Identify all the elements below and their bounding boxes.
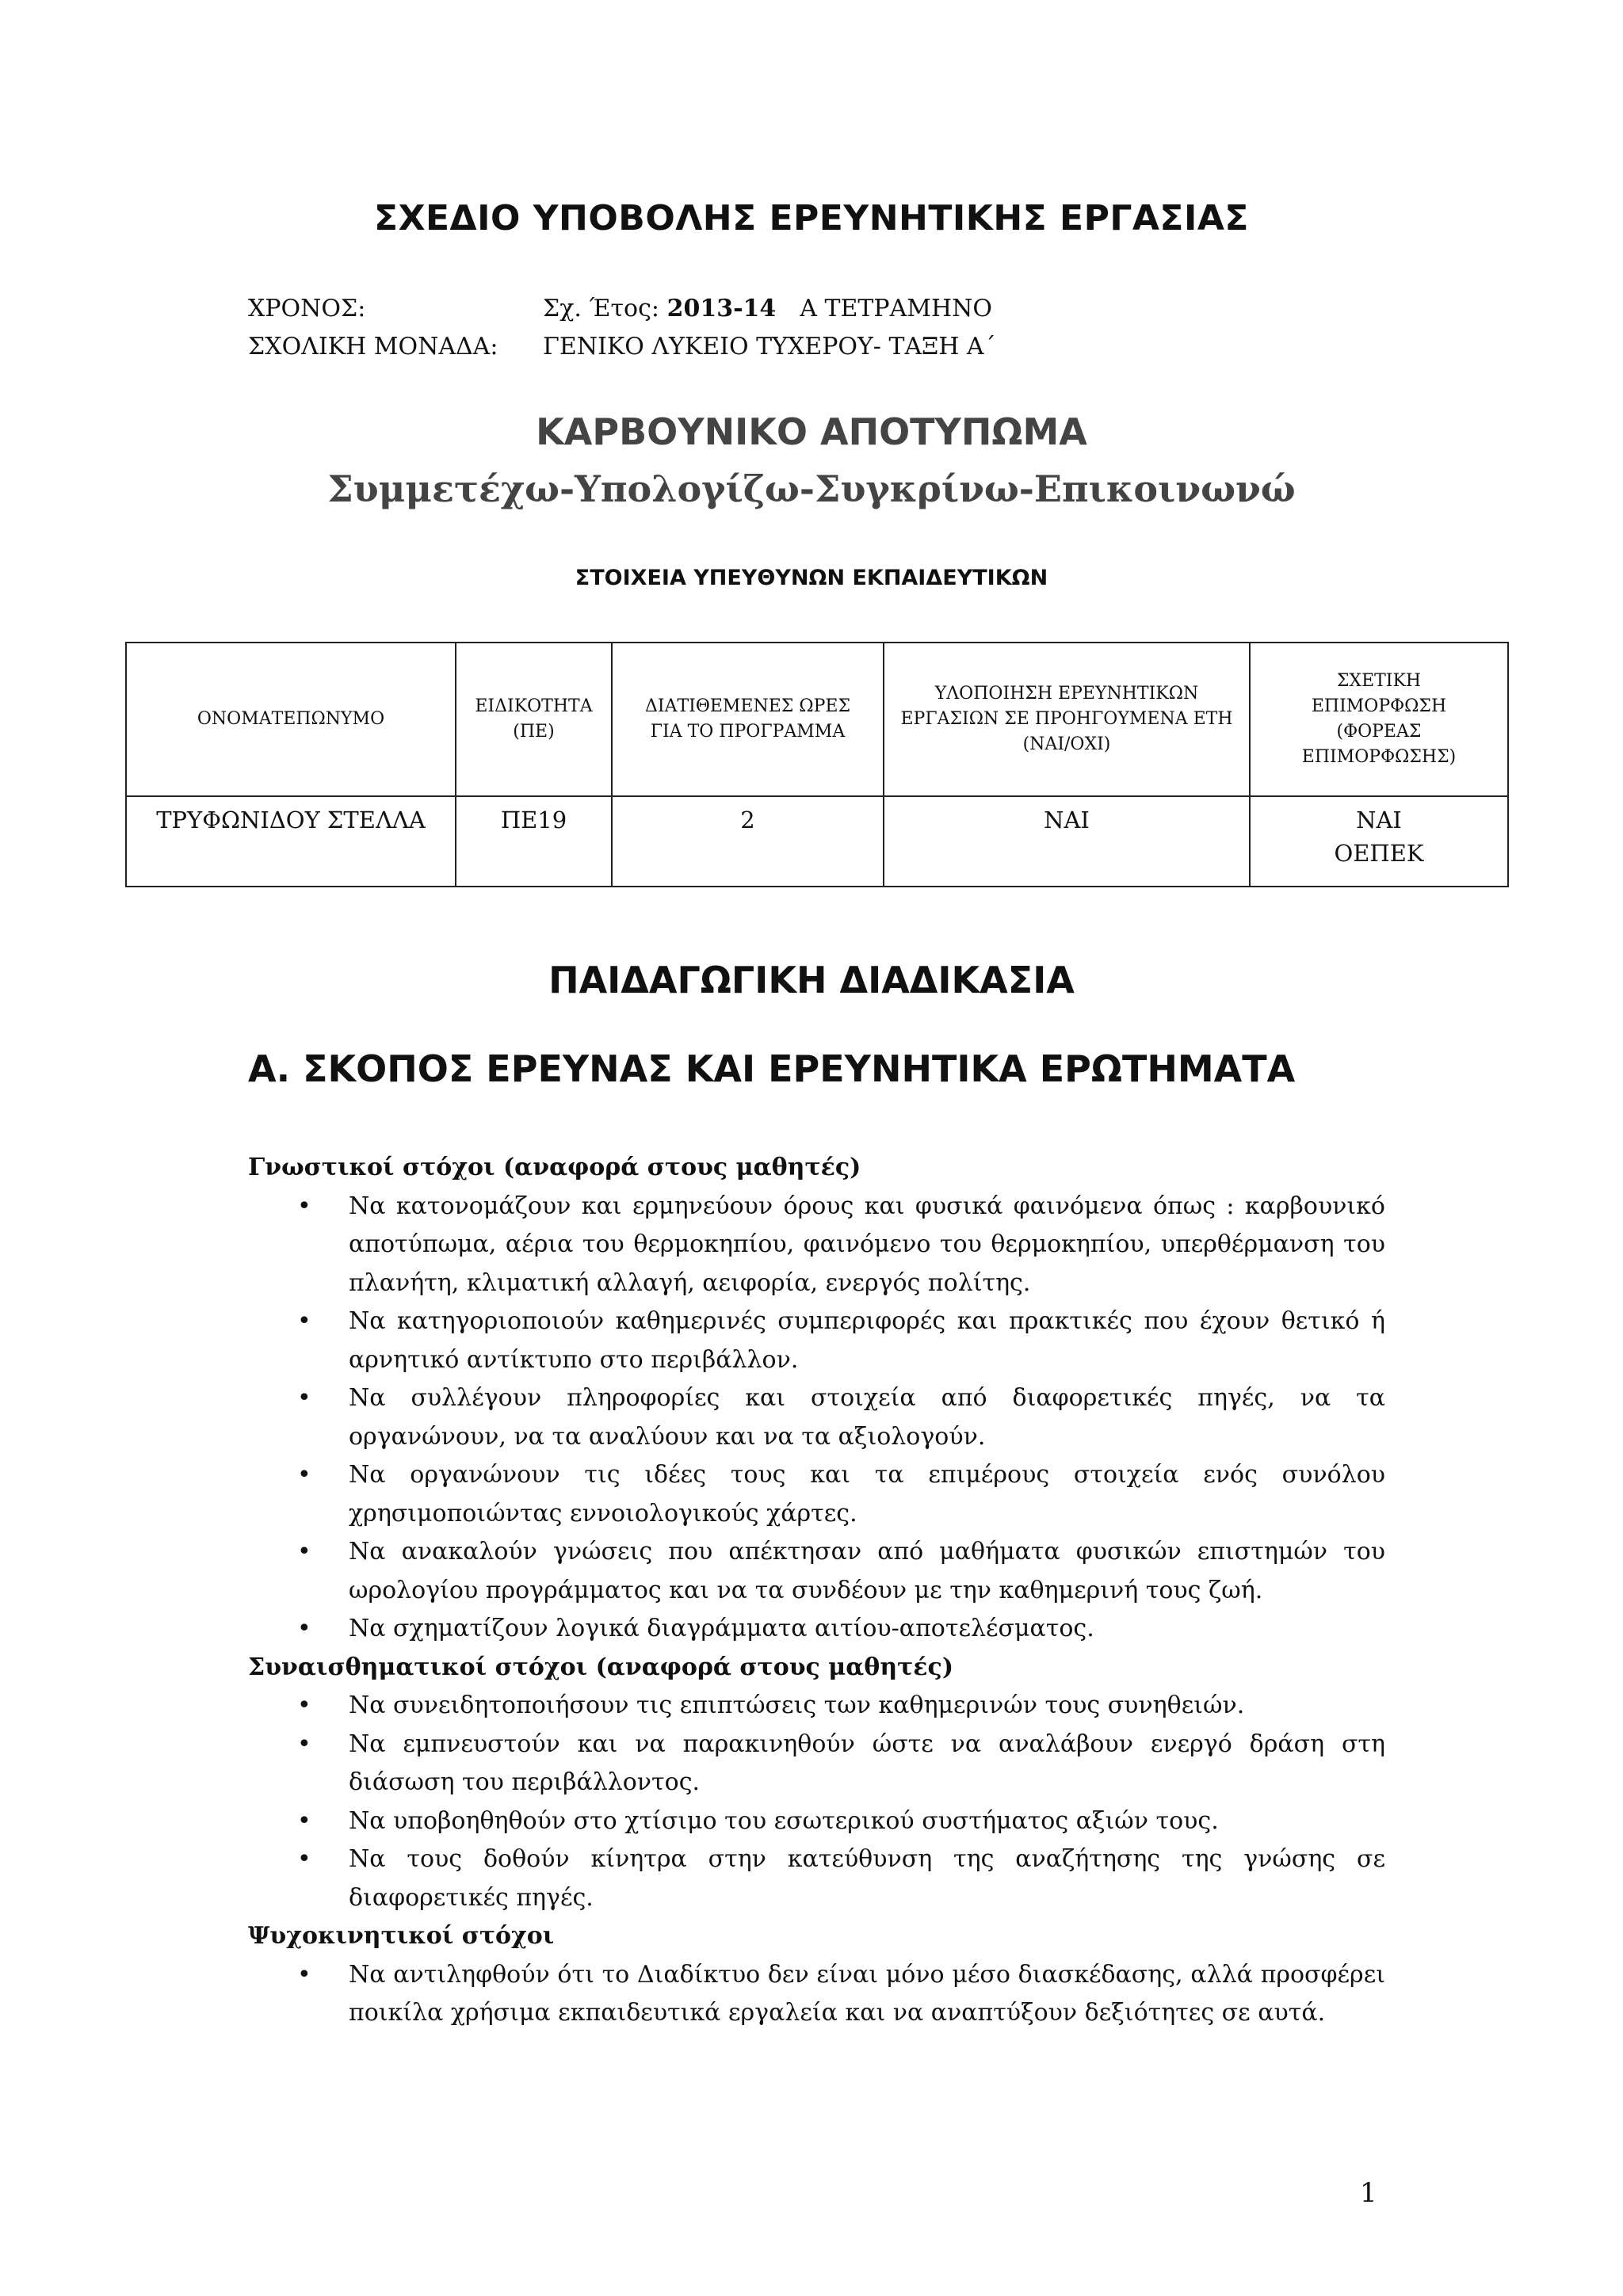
year-label: ΧΡΟΝΟΣ:: [248, 295, 366, 322]
school-line: [248, 333, 996, 360]
emotional-heading: Συναισθηματικοί στόχοι (αναφορά στους μαθητές): [248, 1653, 954, 1681]
emotional-list: [248, 1687, 1385, 1917]
cognitive-heading: Γνωστικοί στόχοι (αναφορά στους μαθητές): [248, 1154, 861, 1181]
list-item: • Να οργανώνουν τις ιδέες τους και τα επιμέρους στοιχεία ενός συνόλου χρησιμοποιώντας εννοιολογικούς χάρτες.: [248, 1456, 1385, 1533]
year-value: 2013-14: [666, 295, 777, 322]
list-item: • Να συλλέγουν πληροφορίες και στοιχεία από διαφορετικές πηγές, να τα οργανώνουν, να τα αναλύουν και να τα αξιολογούν.: [248, 1379, 1385, 1456]
header-specialty: ΕΙΔΙΚΟΤΗΤΑ (ΠΕ): [456, 643, 612, 796]
list-item: • Να συνειδητοποιήσουν τις επιπτώσεις των καθημερινών τους συνηθειών.: [248, 1687, 1385, 1726]
year-line: [248, 295, 992, 322]
staff-table-header-row: [126, 643, 1508, 796]
project-title: ΚΑΡΒΟΥΝΙΚΟ ΑΠΟΤΥΠΩΜΑ: [536, 410, 1087, 453]
psychomotor-heading: Ψυχοκινητικοί στόχοι: [248, 1922, 555, 1950]
cell-specialty: ΠΕ19: [456, 796, 612, 887]
list-item: • Να κατηγοριοποιούν καθημερινές συμπεριφορές και πρακτικές που έχουν θετικό ή αρνητικό αντίκτυπο στο περιβάλλον.: [248, 1302, 1385, 1379]
header-prior-projects: ΥΛΟΠΟΙΗΣΗ ΕΡΕΥΝΗΤΙΚΩΝ ΕΡΓΑΣΙΩΝ ΣΕ ΠΡΟΗΓΟΥΜΕΝΑ ΕΤΗ (ΝΑΙ/ΟΧΙ): [884, 643, 1250, 796]
year-prefix: Σχ. Έτος:: [543, 295, 660, 322]
cell-training: ΝΑΙ ΟΕΠΕΚ: [1250, 796, 1508, 887]
list-item: • Να σχηματίζουν λογικά διαγράμματα αιτίου-αποτελέσματος.: [248, 1610, 1385, 1649]
section-heading: Α. ΣΚΟΠΟΣ ΕΡΕΥΝΑΣ ΚΑΙ ΕΡΕΥΝΗΤΙΚΑ ΕΡΩΤΗΜΑΤΑ: [248, 1047, 1296, 1090]
psychomotor-list: [248, 1956, 1385, 2033]
header-training: ΣΧΕΤΙΚΗ ΕΠΙΜΟΡΦΩΣΗ (ΦΟΡΕΑΣ ΕΠΙΜΟΡΦΩΣΗΣ): [1250, 643, 1508, 796]
list-item: • Να εμπνευστούν και να παρακινηθούν ώστε να αναλάβουν ενεργό δράση στη διάσωση του περιβάλλοντος.: [248, 1726, 1385, 1802]
staff-section-label: ΣΤΟΙΧΕΙΑ ΥΠΕΥΘΥΝΩΝ ΕΚΠΑΙΔΕΥΤΙΚΩΝ: [575, 566, 1048, 590]
list-item: • Να υποβοηθηθούν στο χτίσιμο του εσωτερικού συστήματος αξιών τους.: [248, 1802, 1385, 1841]
list-item: • Να κατονομάζουν και ερμηνεύουν όρους και φυσικά φαινόμενα όπως : καρβουνικό αποτύπωμα, αέρια του θερμοκηπίου, φαινόμενο του θερμοκηπίου, υπερθέρμανση του πλανήτη, κλιματική αλλαγή, αειφορία, ενεργός πολίτης.: [248, 1188, 1385, 1303]
header-name: ΟΝΟΜΑΤΕΠΩΝΥΜΟ: [126, 643, 456, 796]
project-subtitle: Συμμετέχω-Υπολογίζω-Συγκρίνω-Επικοινωνώ: [327, 467, 1296, 510]
school-label: ΣΧΟΛΙΚΗ ΜΟΝΑΔΑ:: [248, 333, 498, 360]
term-value: Α ΤΕΤΡΑΜΗΝΟ: [800, 295, 992, 322]
school-value: ΓΕΝΙΚΟ ΛΥΚΕΙΟ ΤΥΧΕΡΟΥ- ΤΑΞΗ Α΄: [543, 333, 996, 360]
list-item: • Να τους δοθούν κίνητρα στην κατεύθυνση της αναζήτησης της γνώσης σε διαφορετικές πηγές.: [248, 1840, 1385, 1917]
cognitive-list: [248, 1188, 1385, 1649]
document-title: ΣΧΕΔΙΟ ΥΠΟΒΟΛΗΣ ΕΡΕΥΝΗΤΙΚΗΣ ΕΡΓΑΣΙΑΣ: [374, 198, 1249, 238]
goals-body: [248, 1149, 1385, 2033]
cell-name: ΤΡΥΦΩΝΙΔΟΥ ΣΤΕΛΛΑ: [126, 796, 456, 887]
list-item: • Να ανακαλούν γνώσεις που απέκτησαν από μαθήματα φυσικών επιστημών του ωρολογίου προγράμματος και να τα συνδέουν με την καθημερινή τους ζωή.: [248, 1533, 1385, 1610]
page-number: 1: [1360, 2177, 1377, 2209]
staff-table: [125, 642, 1509, 887]
header-hours: ΔΙΑΤΙΘΕΜΕΝΕΣ ΩΡΕΣ ΓΙΑ ΤΟ ΠΡΟΓΡΑΜΜΑ: [612, 643, 884, 796]
cell-prior: ΝΑΙ: [884, 796, 1250, 887]
list-item: • Να αντιληφθούν ότι το Διαδίκτυο δεν είναι μόνο μέσο διασκέδασης, αλλά προσφέρει ποικίλα χρήσιμα εκπαιδευτικά εργαλεία και να αναπτύξουν δεξιότητες σε αυτά.: [248, 1956, 1385, 2033]
cell-hours: 2: [612, 796, 884, 887]
table-row: [126, 796, 1508, 887]
process-heading: ΠΑΙΔΑΓΩΓΙΚΗ ΔΙΑΔΙΚΑΣΙΑ: [548, 959, 1075, 1001]
